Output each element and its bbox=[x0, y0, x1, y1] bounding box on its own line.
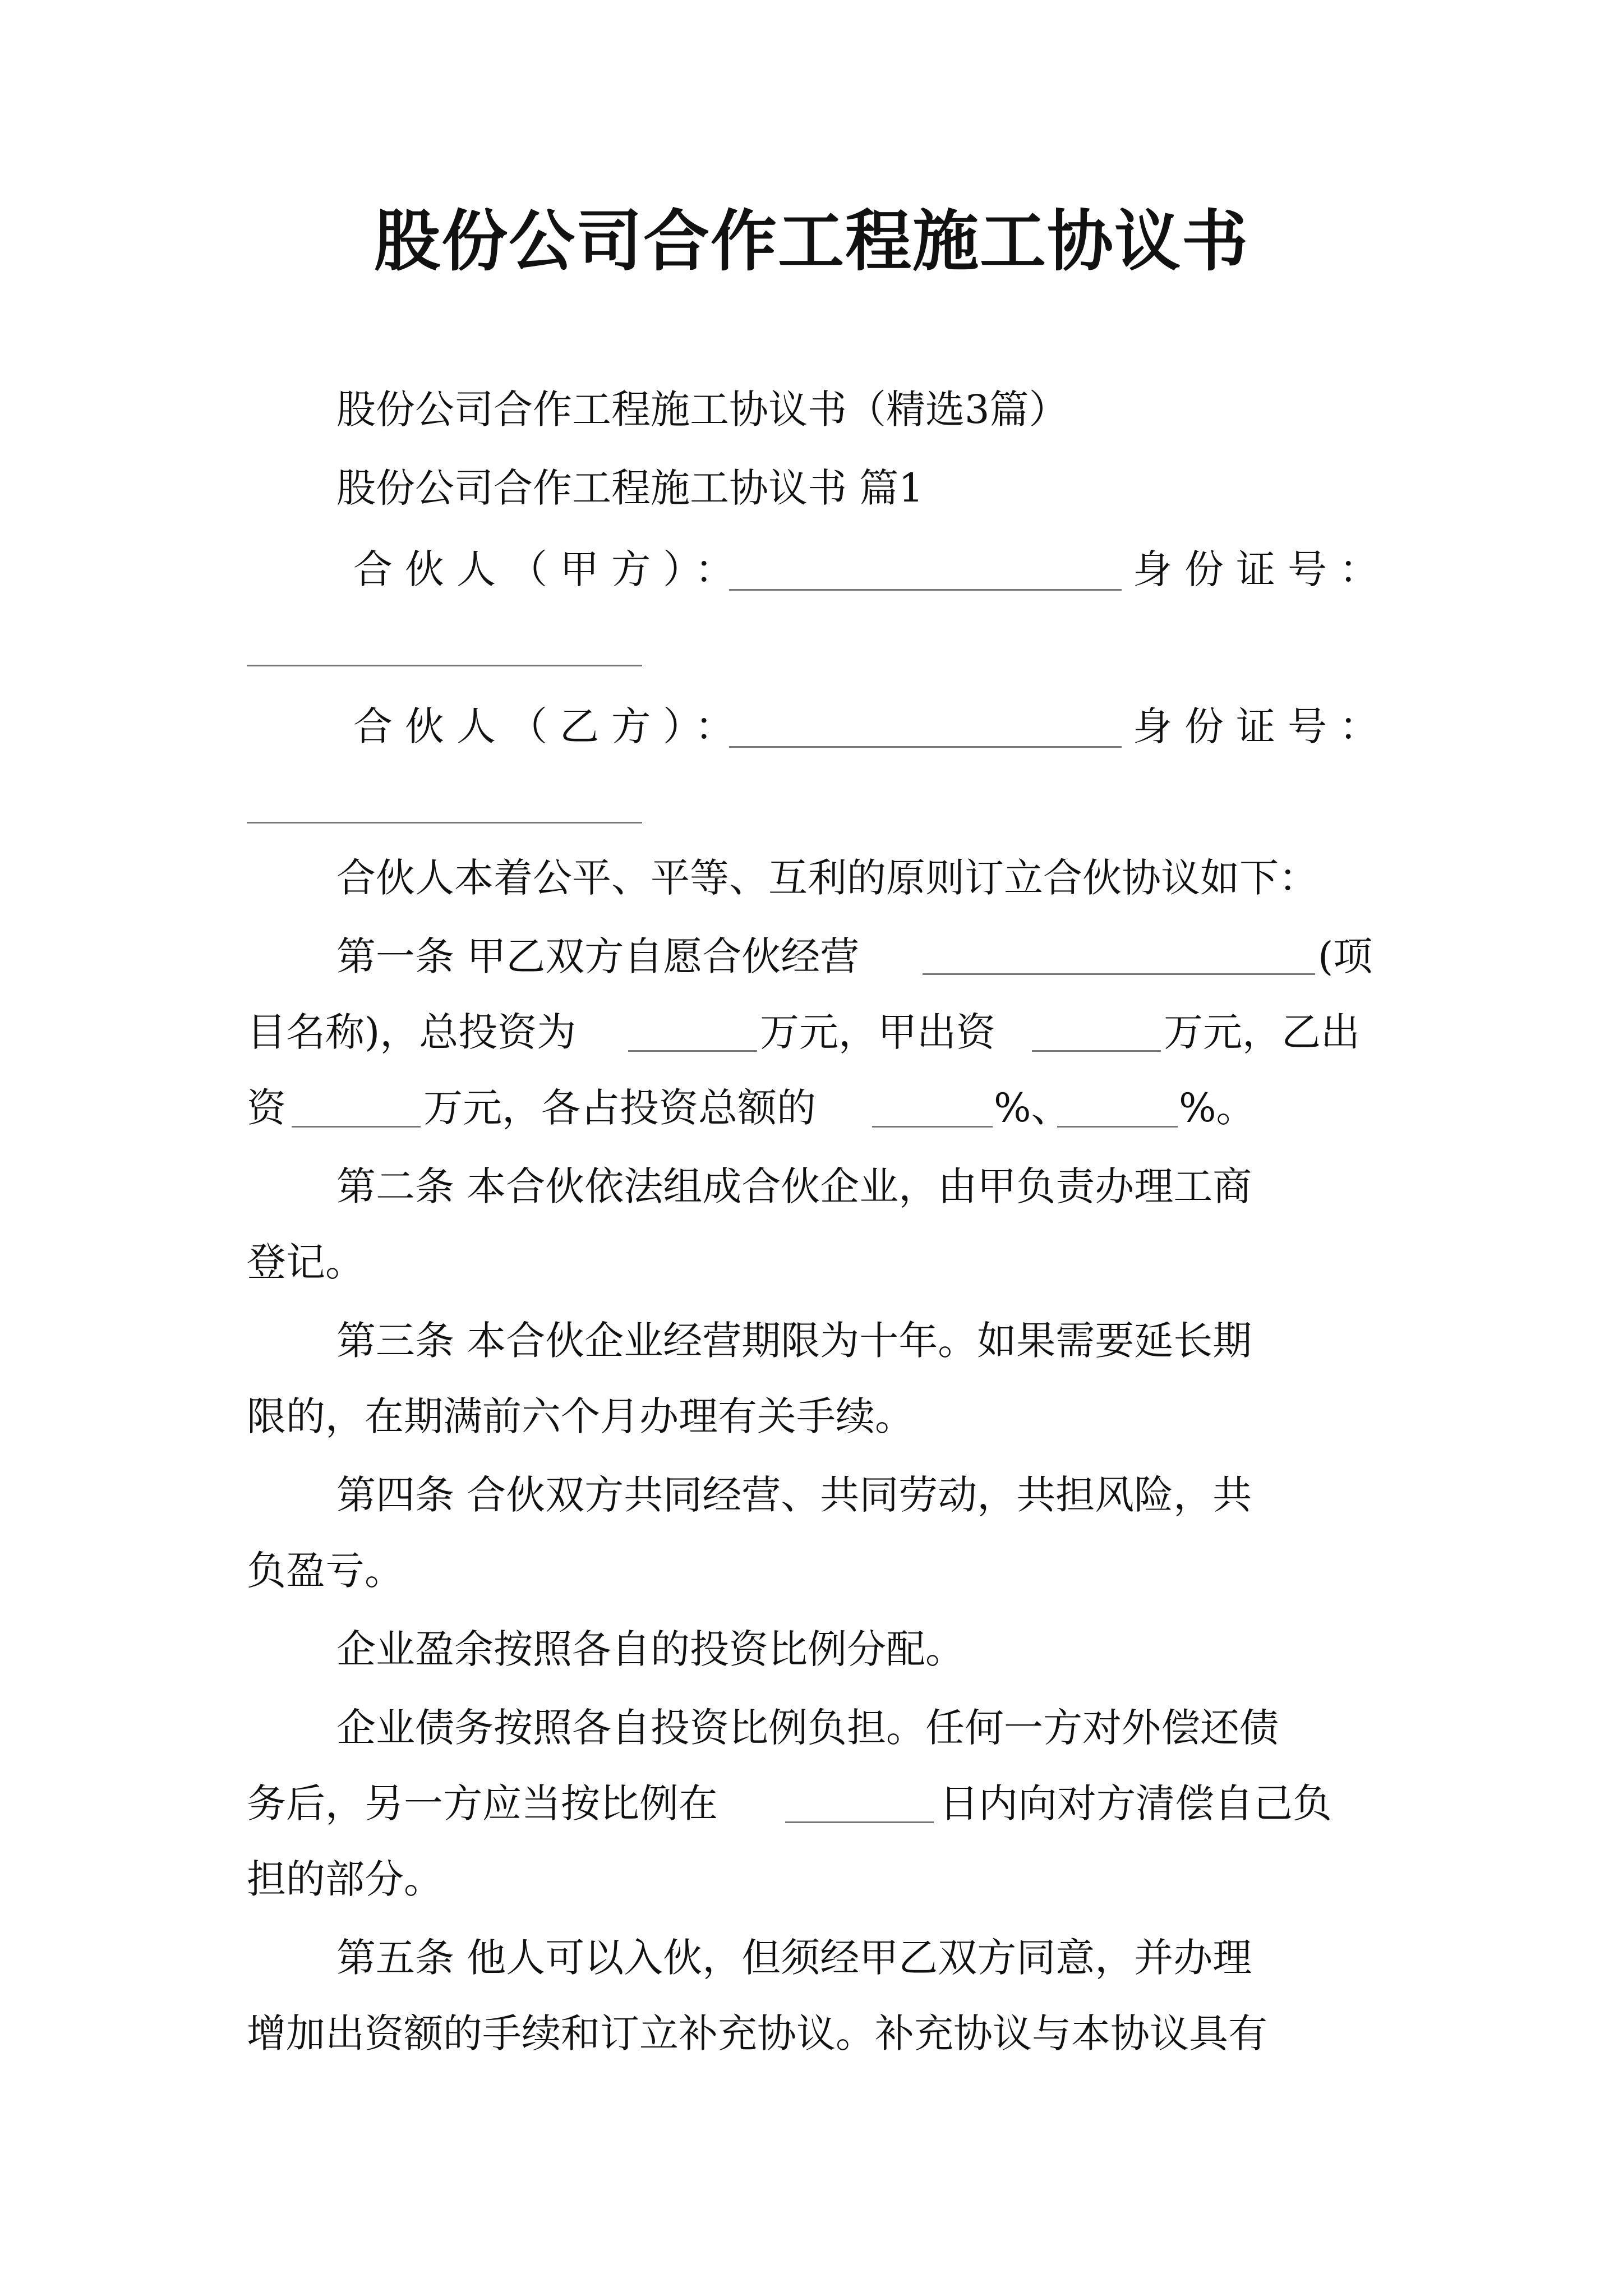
article-4-line-1: 第四条 合伙双方共同经营、共同劳动，共担风险，共 bbox=[336, 1472, 1252, 1518]
profit-paragraph: 企业盈余按照各自的投资比例分配。 bbox=[336, 1626, 965, 1672]
total-investment-blank bbox=[628, 1050, 757, 1052]
project-name-blank bbox=[923, 973, 1315, 975]
article-1-line-3d: %。 bbox=[1179, 1085, 1256, 1131]
party-b-name-blank bbox=[729, 746, 1122, 748]
party-a-id-label: 身份证号： bbox=[1133, 546, 1391, 592]
article-2-line-1: 第二条 本合伙依法组成合伙企业，由甲负责办理工商 bbox=[336, 1163, 1252, 1209]
debt-line-3: 担的部分。 bbox=[247, 1856, 443, 1902]
party-b-investment-blank bbox=[292, 1126, 421, 1128]
intro-paragraph: 合伙人本着公平、平等、互利的原则订立合伙协议如下： bbox=[336, 855, 1318, 901]
article-1-line-1a: 第一条 甲乙双方自愿合伙经营 bbox=[336, 933, 860, 979]
party-b-share-blank bbox=[1057, 1126, 1178, 1128]
article-5-line-2: 增加出资额的手续和订立补充协议。补充协议与本协议具有 bbox=[247, 2010, 1267, 2056]
document-title: 股份公司合作工程施工协议书 bbox=[374, 202, 1249, 280]
party-b-id-label: 身份证号： bbox=[1133, 703, 1391, 749]
party-a-name-blank bbox=[729, 589, 1122, 591]
debt-line-2a: 务后，另一方应当按比例在 bbox=[247, 1780, 718, 1826]
article-4-line-2: 负盈亏。 bbox=[247, 1548, 404, 1594]
repayment-days-blank bbox=[785, 1821, 934, 1823]
section-heading: 股份公司合作工程施工协议书 篇1 bbox=[336, 465, 924, 511]
article-1-line-3c: %、 bbox=[994, 1085, 1071, 1131]
article-2-line-2: 登记。 bbox=[247, 1239, 365, 1285]
article-1-line-1b: (项 bbox=[1318, 933, 1373, 979]
document-subtitle: 股份公司合作工程施工协议书（精选3篇） bbox=[336, 386, 1068, 432]
debt-line-2b: 日内向对方清偿自己负 bbox=[939, 1780, 1332, 1826]
party-b-id-blank bbox=[247, 822, 642, 823]
article-1-line-3b: 万元，各占投资总额的 bbox=[423, 1085, 816, 1131]
article-5-line-1: 第五条 他人可以入伙，但须经甲乙双方同意，并办理 bbox=[336, 1935, 1252, 1981]
article-1-line-2b: 万元，甲出资 bbox=[760, 1009, 995, 1055]
debt-line-1: 企业债务按照各自投资比例负担。任何一方对外偿还债 bbox=[336, 1705, 1279, 1751]
party-a-share-blank bbox=[872, 1126, 993, 1128]
article-3-line-1: 第三条 本合伙企业经营期限为十年。如果需要延长期 bbox=[336, 1318, 1252, 1364]
party-a-id-blank bbox=[247, 665, 642, 666]
party-a-label: 合伙人（甲方）： bbox=[353, 546, 746, 592]
party-b-label: 合伙人（乙方）： bbox=[353, 703, 746, 749]
article-1-line-2c: 万元，乙出 bbox=[1164, 1009, 1360, 1055]
article-1-line-2a: 目名称)，总投资为 bbox=[247, 1009, 577, 1055]
article-3-line-2: 限的，在期满前六个月办理有关手续。 bbox=[247, 1393, 914, 1439]
article-1-line-3a: 资 bbox=[247, 1085, 286, 1131]
party-a-investment-blank bbox=[1032, 1050, 1161, 1052]
